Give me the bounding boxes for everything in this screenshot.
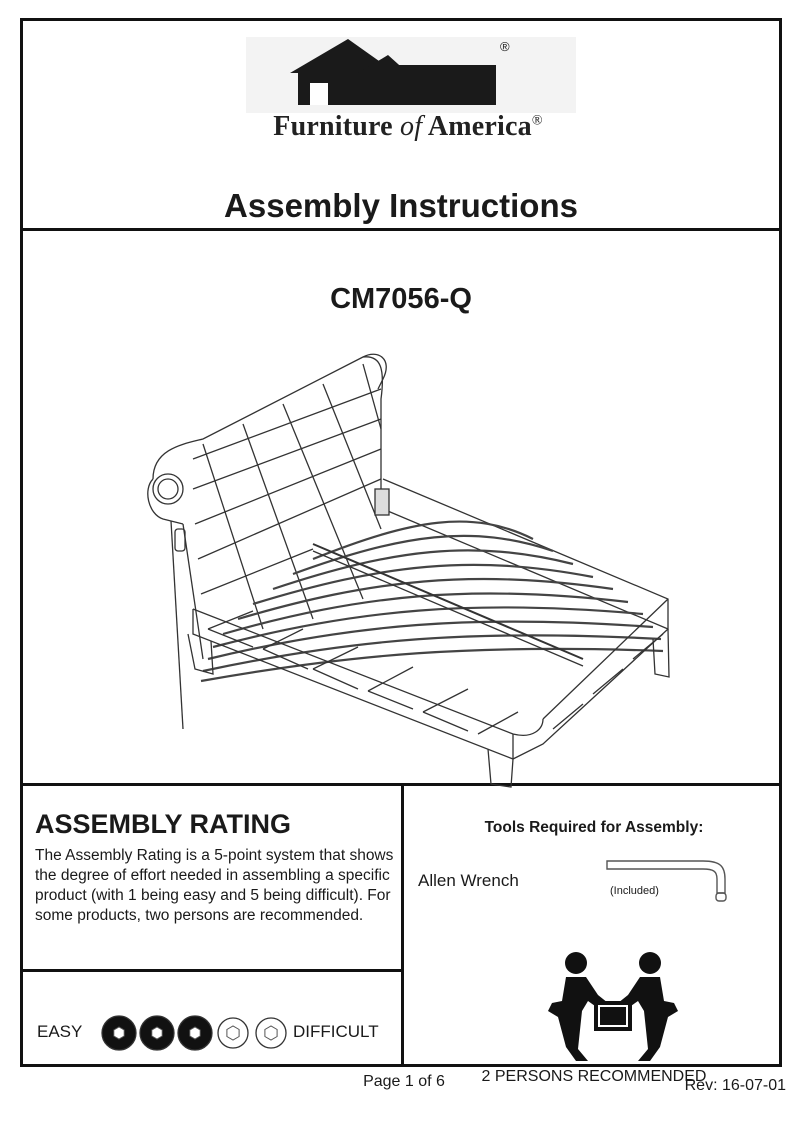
brand-logo xyxy=(238,33,578,151)
two-persons-lifting-icon xyxy=(538,949,688,1064)
house-registered-mark: ® xyxy=(500,39,510,54)
brand-name-of: of xyxy=(400,111,423,142)
assembly-rating-heading: ASSEMBLY RATING xyxy=(35,809,292,839)
difficulty-scale xyxy=(23,1013,403,1053)
rating-dot-empty xyxy=(218,1018,248,1048)
brand-registered-mark: ® xyxy=(531,113,543,129)
tool-note: (Included) xyxy=(610,885,659,897)
rating-dot-filled xyxy=(102,1016,136,1050)
divider-title xyxy=(23,228,779,231)
tools-heading: Tools Required for Assembly: xyxy=(484,819,704,836)
easy-label: EASY xyxy=(37,1022,83,1041)
house-logo-icon xyxy=(238,33,578,113)
difficult-label: DIFFICULT xyxy=(293,1022,379,1041)
rating-dot-filled xyxy=(178,1016,212,1050)
rating-dot-empty xyxy=(256,1018,286,1048)
divider-rating xyxy=(23,969,404,972)
persons-recommended-text: 2 PERSONS RECOMMENDED xyxy=(481,1068,707,1085)
allen-wrench-icon xyxy=(603,857,753,907)
brand-name xyxy=(238,111,578,143)
rating-dot-filled xyxy=(140,1016,174,1050)
revision-label: Rev: 16-07-01 xyxy=(684,1077,786,1094)
brand-name-part-2: America xyxy=(422,111,532,142)
assembly-rating-description: The Assembly Rating is a 5-point system that shows the degree of effort needed in assembling a specific product (with 1 being easy and 5 being difficult). For some products, two persons are recommended. xyxy=(35,847,394,924)
brand-name-part-1: Furniture xyxy=(273,111,400,142)
product-model: CM7056-Q xyxy=(330,283,472,315)
difficulty-dots xyxy=(99,1013,299,1053)
tool-name: Allen Wrench xyxy=(418,871,519,890)
page-title: Assembly Instructions xyxy=(224,187,578,224)
page-number: Page 1 of 6 xyxy=(363,1073,445,1090)
bed-frame-illustration xyxy=(113,329,703,799)
